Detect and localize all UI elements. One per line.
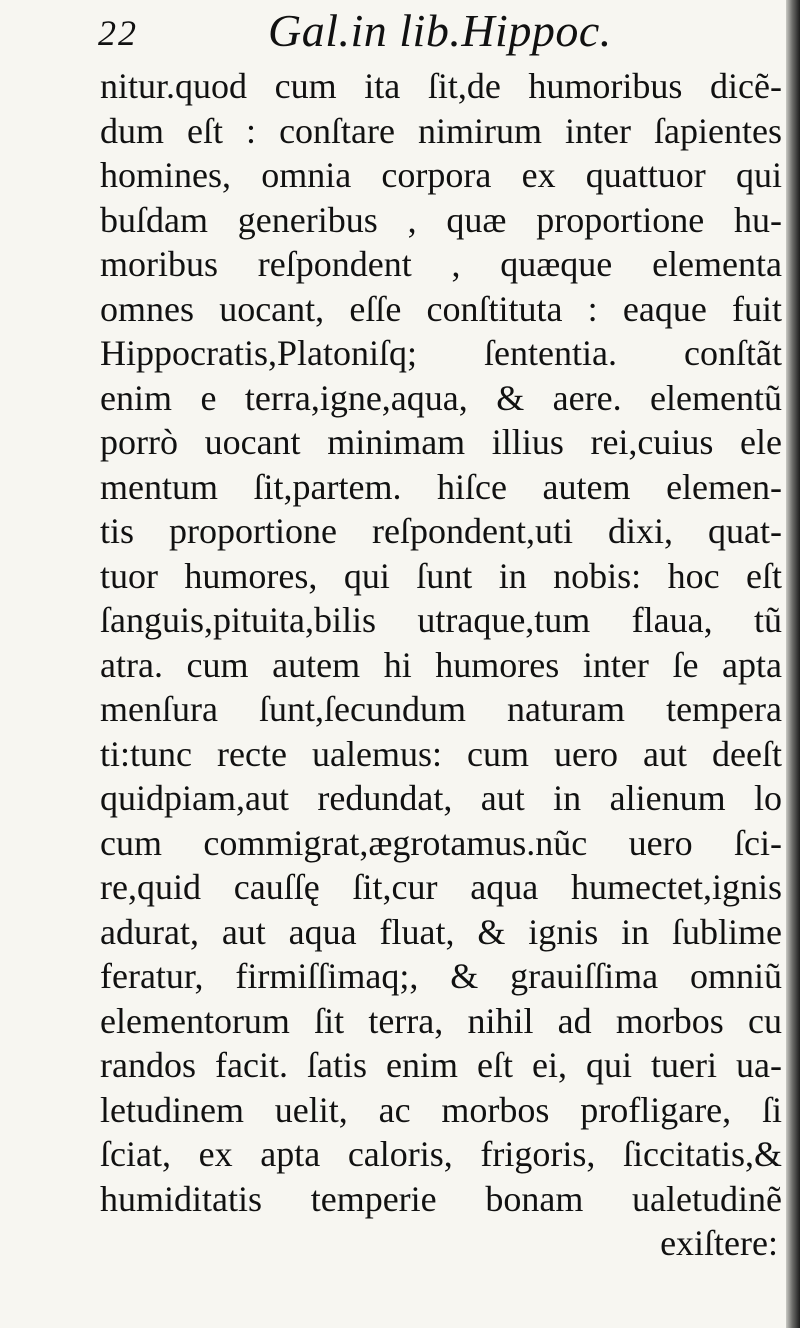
page-number: 22 — [98, 13, 138, 53]
text-line: ſciat, ex apta caloris, frigoris, ſiccitatis,& — [100, 1134, 782, 1174]
text-line: homines, omnia corpora ex quattuor qui — [100, 155, 782, 195]
binding-edge — [786, 0, 800, 1328]
text-line: Hippocratis,Platoniſq; ſententia. conſtãt — [100, 333, 782, 373]
text-line: nitur.quod cum ita ſit,de humoribus dicẽ- — [100, 66, 782, 106]
text-line: letudinem uelit, ac morbos profligare, ſi — [100, 1089, 782, 1130]
text-line: porrò uocant minimam illius rei,cuius ele — [100, 422, 782, 462]
page-header — [96, 4, 776, 62]
text-line: re,quid cauſſę ſit,cur aqua humectet,ignis — [100, 867, 782, 907]
text-line: buſdam generibus , quæ proportione hu- — [100, 199, 782, 240]
text-line: atra. cum autem hi humores inter ſe apta — [100, 644, 782, 685]
running-title: Gal.in lib.Hippoc. — [268, 5, 612, 56]
text-line: feratur, firmiſſimaq;, & grauiſſima omniũ — [100, 956, 782, 996]
text-line: cum commigrat,ægrotamus.nũc uero ſci- — [100, 822, 782, 863]
text-line: moribus reſpondent , quæque elementa — [100, 244, 782, 284]
text-line: tuor humores, qui ſunt in nobis: hoc eſt — [100, 555, 782, 596]
text-body — [100, 64, 782, 1266]
text-line: enim e terra,igne,aqua, & aere. elementũ — [100, 377, 782, 418]
text-line: omnes uocant, eſſe conſtituta : eaque fuit — [100, 288, 782, 329]
text-line: tis proportione reſpondent,uti dixi, quat- — [100, 511, 782, 551]
text-line: ſanguis,pituita,bilis utraque,tum flaua, tũ — [100, 600, 782, 640]
text-line: humiditatis temperie bonam ualetudinẽ — [100, 1178, 782, 1219]
text-line: dum eſt : conſtare nimirum inter ſapientes — [100, 110, 782, 151]
text-line: randos facit. ſatis enim eſt ei, qui tueri ua- — [100, 1045, 782, 1085]
text-line: elementorum ſit terra, nihil ad morbos cu — [100, 1000, 782, 1041]
text-line: quidpiam,aut redundat, aut in alienum lo — [100, 778, 782, 818]
text-line: ti:tunc recte ualemus: cum uero aut deeſt — [100, 733, 782, 774]
text-line-last: exiſtere: — [660, 1223, 778, 1263]
text-line: mentum ſit,partem. hiſce autem elemen- — [100, 466, 782, 507]
text-line: menſura ſunt,ſecundum naturam tempera — [100, 689, 782, 729]
text-line: adurat, aut aqua fluat, & ignis in ſublime — [100, 911, 782, 952]
